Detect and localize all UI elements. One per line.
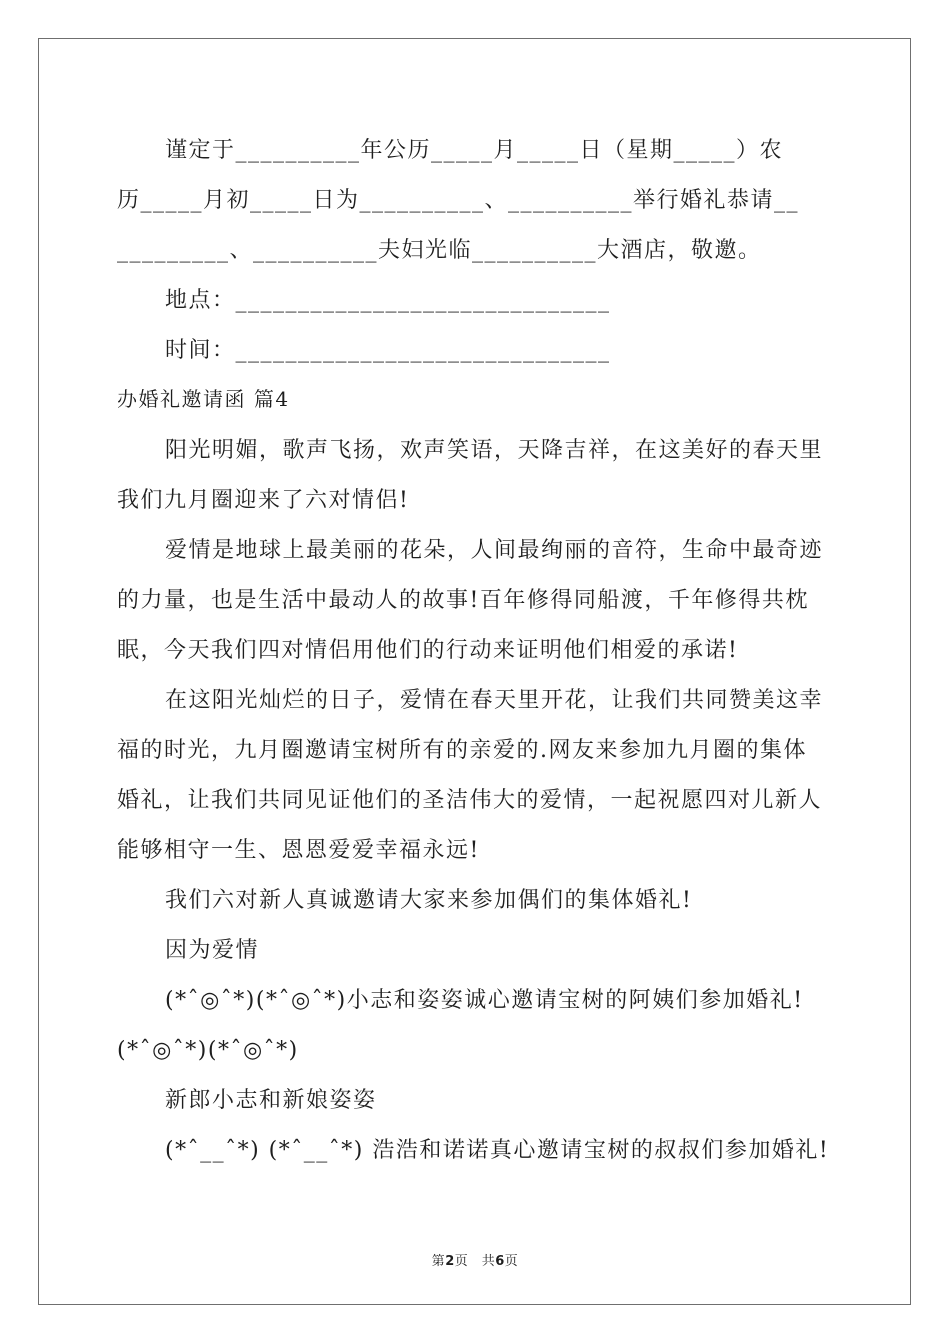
paragraph-line: 谨定于__________年公历_____月_____日（星期_____）农 xyxy=(165,138,784,163)
paragraph-line: 爱情是地球上最美丽的花朵，人间最绚丽的音符，生命中最奇迹 xyxy=(165,538,824,563)
paragraph-line: (*ˆ__ˆ*) (*ˆ__ˆ*) 浩浩和诺诺真心邀请宝树的叔叔们参加婚礼! xyxy=(165,1138,830,1163)
footer-prefix: 第 xyxy=(431,1254,446,1269)
page-footer xyxy=(0,1250,950,1269)
paragraph-line: (*ˆ◎ˆ*)(*ˆ◎ˆ*)小志和姿姿诚心邀请宝树的阿姨们参加婚礼! xyxy=(165,988,804,1013)
paragraph-line: 的力量，也是生活中最动人的故事!百年修得同船渡，千年修得共枕 xyxy=(117,588,809,613)
paragraph-line: 新郎小志和新娘姿姿 xyxy=(165,1088,377,1113)
footer-suffix: 页 xyxy=(504,1254,519,1269)
paragraph-line: 婚礼，让我们共同见证他们的圣洁伟大的爱情，一起祝愿四对儿新人 xyxy=(117,788,823,813)
paragraph-line: 福的时光，九月圈邀请宝树所有的亲爱的.网友来参加九月圈的集体 xyxy=(117,738,807,763)
current-page-number: 2 xyxy=(445,1254,455,1269)
total-page-number: 6 xyxy=(495,1254,505,1269)
paragraph-line: _________、__________夫妇光临__________大酒店，敬邀。 xyxy=(117,238,762,263)
paragraph-line: 阳光明媚，歌声飞扬，欢声笑语，天降吉祥，在这美好的春天里 xyxy=(165,438,824,463)
paragraph-line: 能够相守一生、恩恩爱爱幸福永远! xyxy=(117,838,480,863)
paragraph-line: 我们九月圈迎来了六对情侣! xyxy=(117,488,410,513)
location-line: 地点：______________________________ xyxy=(165,288,611,313)
paragraph-line: 眠，今天我们四对情侣用他们的行动来证明他们相爱的承诺! xyxy=(117,638,739,663)
paragraph-line: (*ˆ◎ˆ*)(*ˆ◎ˆ*) xyxy=(117,1038,299,1063)
paragraph-line: 历_____月初_____日为__________、__________举行婚礼恭请__ xyxy=(117,188,800,213)
section-heading: 办婚礼邀请函 篇4 xyxy=(117,387,290,411)
paragraph-line: 在这阳光灿烂的日子，爱情在春天里开花，让我们共同赞美这幸 xyxy=(165,688,824,713)
paragraph-line: 我们六对新人真诚邀请大家来参加偶们的集体婚礼! xyxy=(165,888,693,913)
time-line: 时间：______________________________ xyxy=(165,338,611,363)
paragraph-line: 因为爱情 xyxy=(165,938,260,963)
footer-mid: 页 共 xyxy=(454,1254,496,1269)
